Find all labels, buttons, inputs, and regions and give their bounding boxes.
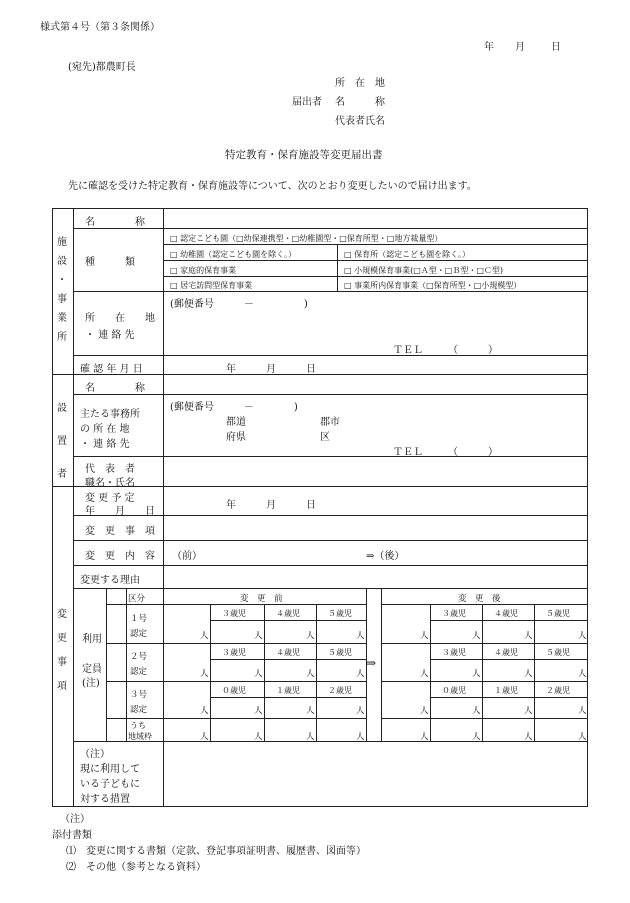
applicant-label: 届出者 [292, 97, 322, 108]
unit-mark: 人 [200, 631, 209, 641]
unit-mark: 人 [254, 631, 263, 641]
date-year-label: 年 [484, 42, 494, 53]
row2-before-age-1: ４歳児 [276, 648, 300, 657]
usage-label: 利用 [82, 634, 102, 645]
planned-date-label-2: 年 月 日 [85, 506, 155, 517]
unit-mark: 人 [578, 669, 587, 679]
change-after: ⇒（後） [366, 551, 405, 562]
form-number: 様式第４号（第３条関係） [40, 22, 160, 33]
founder-group-label: 設 置 者 [57, 403, 67, 480]
type-option-kateiteki[interactable]: □ 家庭的保育事業 [170, 266, 237, 275]
row1-before-age-2: ５歳児 [328, 609, 352, 618]
row3-after-age-0: ０歳児 [442, 686, 466, 695]
office-label-2: の 所 在 地 [80, 424, 130, 435]
row2-label-1: ２号 [130, 652, 148, 662]
row3-label-2: 認定 [130, 705, 148, 715]
row3-before-age-2: ２歳児 [328, 686, 352, 695]
change-group-label: 変 更 事 項 [57, 609, 67, 692]
facility-address-label: 所 在 地 [85, 313, 155, 324]
unit-mark: 人 [578, 706, 587, 716]
type-option-hoikusho[interactable]: □ 保育所（認定こども園を除く。） [344, 250, 470, 259]
document-title: 特定教育・保育施設等変更届出書 [225, 149, 383, 161]
office-label-1: 主たる事務所 [80, 409, 140, 420]
applicant-name-label: 名 称 [335, 97, 385, 108]
type-option-ninteikodomoen[interactable]: □ 認定こども園（□幼保連携型・□幼稚園型・□保育所型・□地方裁量型） [170, 234, 443, 243]
unit-mark: 人 [306, 669, 315, 679]
row2-after-age-0: ３歳児 [442, 648, 466, 657]
row1-after-age-1: ４歳児 [494, 609, 518, 618]
unit-mark: 人 [420, 706, 429, 716]
founder-city-2: 区 [320, 432, 330, 443]
office-label-3: ・ 連 絡 先 [80, 439, 130, 450]
date-month-label: 月 [515, 42, 525, 53]
unit-mark: 人 [200, 732, 209, 742]
attachment-item-2: ⑵ その他（参考となる資料） [66, 862, 206, 873]
row2-after-age-2: ５歳児 [546, 648, 570, 657]
facility-group-label: 施 設 ・ 事 業 所 [57, 237, 67, 343]
row3-before-age-0: ０歳児 [222, 686, 246, 695]
founder-pref-1: 都道 [226, 417, 246, 428]
type-option-shokibo[interactable]: □ 小規模保育事業(□Ａ型・□Ｂ型・□Ｃ型) [344, 266, 504, 275]
row1-before-age-0: ３歳児 [222, 609, 246, 618]
row1-before-age-1: ４歳児 [276, 609, 300, 618]
change-item-label: 変 更 事 項 [85, 526, 155, 537]
quota-label-1: 定員 [82, 664, 102, 675]
unit-mark: 人 [356, 631, 365, 641]
founder-rep-label-2: 職名・氏名 [85, 478, 135, 489]
note-label-1: （注） [80, 749, 110, 760]
footer-note: （注） [60, 814, 90, 825]
capacity-arrow: ⇒ [366, 656, 377, 670]
planned-date-label-1: 変 更 予 定 [85, 493, 135, 504]
attachment-item-1: ⑴ 変更に関する書類（定款、登記事項証明書、履歴書、図面等） [66, 846, 366, 857]
after-header: 変 更 後 [458, 594, 501, 604]
unit-mark: 人 [472, 631, 481, 641]
founder-name-label: 名 称 [85, 383, 145, 394]
confirm-date-label: 確 認 年 月 日 [80, 364, 143, 375]
unit-mark: 人 [472, 732, 481, 742]
facility-type-label: 種 類 [85, 257, 135, 268]
founder-city-1: 郡市 [320, 417, 340, 428]
unit-mark: 人 [472, 706, 481, 716]
attachments-title: 添付書類 [52, 830, 92, 841]
applicant-rep-label: 代表者氏名 [335, 116, 385, 127]
unit-mark: 人 [306, 631, 315, 641]
note-label-4: 対する措置 [80, 794, 130, 805]
row2-label-2: 認定 [130, 667, 148, 677]
founder-pref-2: 府県 [226, 432, 246, 443]
row3-label-1: ３号 [130, 690, 148, 700]
row1-label-2: 認定 [130, 629, 148, 639]
change-before: （前） [172, 551, 202, 562]
unit-mark: 人 [356, 706, 365, 716]
unit-mark: 人 [524, 706, 533, 716]
addressee: (宛先)都農町長 [68, 62, 136, 73]
unit-mark: 人 [356, 669, 365, 679]
unit-mark: 人 [524, 669, 533, 679]
unit-mark: 人 [356, 732, 365, 742]
founder-tel: ＴＥＬ （ ） [393, 447, 498, 458]
unit-mark: 人 [578, 631, 587, 641]
facility-postal: (郵便番号 － ) [170, 299, 308, 310]
unit-mark: 人 [306, 732, 315, 742]
row3-before-age-1: １歳児 [276, 686, 300, 695]
type-option-jigyoshonai[interactable]: □ 事業所内保育事業（□保育所型・□小規模型） [344, 281, 522, 290]
change-reason-label: 変更する理由 [80, 575, 140, 586]
founder-rep-label-1: 代 表 者 [85, 464, 135, 475]
row2-after-age-1: ４歳児 [494, 648, 518, 657]
row3-after-age-1: １歳児 [494, 686, 518, 695]
row4-label-2: 地域枠 [128, 732, 152, 741]
unit-mark: 人 [254, 706, 263, 716]
note-label-2: 現に利用して [80, 764, 140, 775]
unit-mark: 人 [524, 631, 533, 641]
applicant-address-label: 所 在 地 [335, 78, 385, 89]
unit-mark: 人 [200, 669, 209, 679]
division-label: 区分 [128, 594, 146, 604]
quota-label-2: (注) [82, 678, 100, 689]
facility-name-label: 名 称 [85, 217, 145, 228]
before-header: 変 更 前 [240, 594, 283, 604]
row3-after-age-2: ２歳児 [546, 686, 570, 695]
planned-date-value: 年 月 日 [226, 500, 316, 511]
row1-after-age-0: ３歳児 [442, 609, 466, 618]
unit-mark: 人 [420, 732, 429, 742]
facility-tel: ＴＥＬ （ ） [393, 345, 498, 356]
type-option-youchien[interactable]: □ 幼稚園（認定こども園を除く。） [170, 250, 296, 259]
unit-mark: 人 [472, 669, 481, 679]
change-content-label: 変 更 内 容 [85, 551, 155, 562]
unit-mark: 人 [306, 706, 315, 716]
unit-mark: 人 [420, 669, 429, 679]
row1-label-1: １号 [130, 614, 148, 624]
row4-label-1: うち [130, 721, 146, 730]
note-label-3: いる子どもに [80, 779, 140, 790]
unit-mark: 人 [420, 631, 429, 641]
founder-postal: (郵便番号 － ) [170, 402, 298, 413]
row2-before-age-0: ３歳児 [222, 648, 246, 657]
unit-mark: 人 [254, 669, 263, 679]
confirm-date-value: 年 月 日 [226, 364, 316, 375]
date-day-label: 日 [551, 42, 561, 53]
unit-mark: 人 [524, 732, 533, 742]
unit-mark: 人 [578, 732, 587, 742]
facility-contact-label: ・ 連 絡 先 [85, 330, 135, 341]
intro-text: 先に確認を受けた特定教育・保育施設等について、次のとおり変更したいので届け出ます。 [68, 181, 477, 192]
row2-before-age-2: ５歳児 [328, 648, 352, 657]
unit-mark: 人 [200, 706, 209, 716]
row1-after-age-2: ５歳児 [546, 609, 570, 618]
unit-mark: 人 [254, 732, 263, 742]
type-option-kyotakuhoumon[interactable]: □ 居宅訪問型保育事業 [170, 281, 253, 290]
